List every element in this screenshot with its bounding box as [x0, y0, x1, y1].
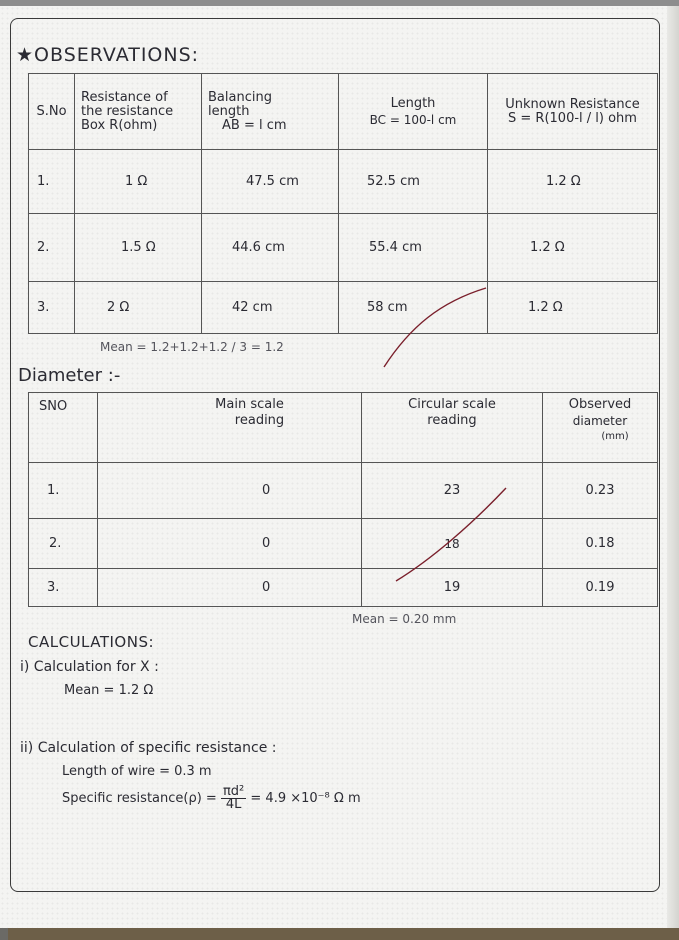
cell-sno: 3.	[29, 282, 75, 334]
cell-resistance: 1 Ω	[75, 150, 202, 214]
formula-result: = 4.9 ×10⁻⁸ Ω m	[250, 791, 361, 806]
cell-resistance: 2 Ω	[75, 282, 202, 334]
header-main-scale: Main scale reading	[98, 393, 362, 463]
cell-bc: 52.5 cm	[339, 150, 488, 214]
cell-sno: 1.	[29, 150, 75, 214]
calculations-title: CALCULATIONS:	[28, 633, 155, 651]
header-unknown-resistance: Unknown Resistance S = R(100-l / l) ohm	[488, 74, 658, 150]
cell-main-scale: 0	[98, 569, 362, 607]
table-row	[29, 282, 658, 334]
cell-observed-diameter: 0.23	[543, 463, 658, 519]
table-surface	[8, 928, 679, 940]
cell-sno: 1.	[29, 463, 98, 519]
cell-observed-diameter: 0.19	[543, 569, 658, 607]
cell-bc: 55.4 cm	[339, 214, 488, 282]
table-row	[29, 150, 658, 214]
cell-sno: 3.	[29, 569, 98, 607]
header-sno: SNO	[29, 393, 98, 463]
header-length-bc: Length BC = 100-l cm	[339, 74, 488, 150]
header-circular-scale: Circular scale reading	[362, 393, 543, 463]
cell-circular-scale: 19	[362, 569, 543, 607]
cell-bc: 58 cm	[339, 282, 488, 334]
diameter-table	[28, 392, 658, 607]
table-row	[29, 519, 658, 569]
teacher-check-mark-icon	[380, 282, 490, 372]
cell-main-scale: 0	[98, 519, 362, 569]
cell-ab: 42 cm	[202, 282, 339, 334]
diameter-header-row	[29, 393, 658, 463]
page-edge	[667, 6, 679, 928]
formula-denominator: 4L	[225, 797, 242, 812]
cell-ab: 44.6 cm	[202, 214, 339, 282]
formula-fraction	[221, 786, 246, 811]
cell-ab: 47.5 cm	[202, 150, 339, 214]
formula-label: Specific resistance(ρ) =	[62, 791, 217, 806]
calc-part2-formula	[62, 786, 361, 811]
table-row	[29, 214, 658, 282]
teacher-check-mark-icon	[392, 484, 512, 584]
cell-sno: 2.	[29, 519, 98, 569]
cell-main-scale: 0	[98, 463, 362, 519]
calc-part2-heading: ii) Calculation of specific resistance :	[20, 740, 277, 756]
cell-s: 1.2 Ω	[488, 214, 658, 282]
cell-circular-scale: 23	[362, 463, 543, 519]
observations-title: ★OBSERVATIONS:	[16, 44, 200, 66]
header-observed-diameter: Observed diameter (mm)	[543, 393, 658, 463]
cell-sno: 2.	[29, 214, 75, 282]
header-resistance-box: Resistance of the resistance Box R(ohm)	[75, 74, 202, 150]
table-row	[29, 569, 658, 607]
calc-part1-heading: i) Calculation for X :	[20, 659, 159, 675]
diameter-title: Diameter :-	[18, 365, 121, 386]
observations-header-row	[29, 74, 658, 150]
diameter-mean: Mean = 0.20 mm	[352, 612, 457, 626]
calc-part1-mean: Mean = 1.2 Ω	[64, 683, 154, 698]
observations-table	[28, 73, 658, 334]
cell-resistance: 1.5 Ω	[75, 214, 202, 282]
table-row	[29, 463, 658, 519]
observations-mean: Mean = 1.2+1.2+1.2 / 3 = 1.2	[100, 340, 284, 354]
header-balancing-length: Balancing length AB = l cm	[202, 74, 339, 150]
formula-numerator: πd²	[222, 784, 245, 799]
cell-s: 1.2 Ω	[488, 282, 658, 334]
cell-circular-scale: 18	[362, 519, 543, 569]
calc-part2-length: Length of wire = 0.3 m	[62, 764, 212, 779]
cell-observed-diameter: 0.18	[543, 519, 658, 569]
header-sno: S.No	[29, 74, 75, 150]
cell-s: 1.2 Ω	[488, 150, 658, 214]
